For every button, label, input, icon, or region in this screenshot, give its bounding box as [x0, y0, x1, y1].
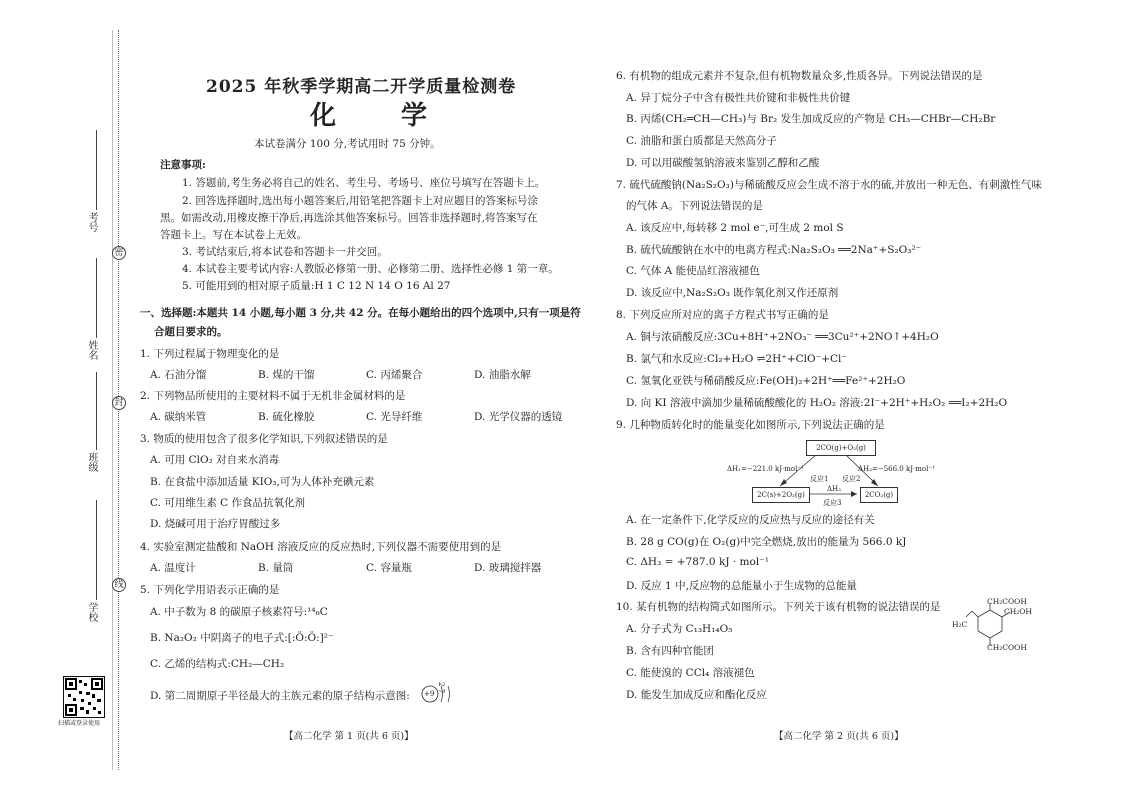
q7-stem-cont: 的气体 A。下列说法错误的是 [626, 200, 763, 212]
label-name: 姓名 [86, 340, 97, 360]
notice-line: 5. 可能用到的相对原子质量:H 1 C 12 N 14 O 16 Al 27 [182, 280, 451, 292]
q8-stem: 8. 下列反应所对应的离子方程式书写正确的是 [616, 309, 829, 321]
q7-stem: 7. 硫代硫酸钠(Na₂S₂O₃)与稀硫酸反应会生成不溶于水的硫,并放出一种无色、有刺激性气味 [616, 179, 1042, 191]
diagram-dh1: ΔH₁=−221.0 kJ·mol⁻¹ [727, 465, 804, 473]
exam-subject: 化 学 [310, 101, 456, 131]
group-ch2cooh-top: CH₂COOH [987, 597, 1027, 606]
fill-line-class [96, 372, 97, 450]
q9-option-c[interactable]: C. ΔH₃ = +787.0 kJ · mol⁻¹ [626, 556, 769, 568]
q10-option-c[interactable]: C. 能使溴的 CCl₄ 溶液褪色 [626, 667, 755, 679]
q3-option-d[interactable]: D. 烧碱可用于治疗胃酸过多 [150, 518, 281, 530]
q2-option-c[interactable]: C. 光导纤维 [366, 411, 423, 423]
q7-option-c[interactable]: C. 气体 A 能使品红溶液褪色 [626, 265, 760, 277]
notice-heading: 注意事项: [160, 159, 206, 171]
q5-option-b[interactable]: B. Na₂O₂ 中阴离子的电子式:[:Ö:Ö:]²⁻ [150, 632, 334, 644]
q10-stem: 10. 某有机物的结构简式如图所示。下列关于该有机物的说法错误的是 [616, 601, 941, 613]
q5-option-c[interactable]: C. 乙烯的结构式:CH₂—CH₂ [150, 658, 285, 670]
q8-option-c[interactable]: C. 氢氧化亚铁与稀硝酸反应:Fe(OH)₂+2H⁺══Fe²⁺+2H₂O [626, 375, 906, 387]
q8-option-b[interactable]: B. 氯气和水反应:Cl₂+H₂O ⇌2H⁺+ClO⁻+Cl⁻ [626, 353, 847, 365]
exam-info: 本试卷满分 100 分,考试用时 75 分钟。 [254, 138, 441, 150]
q4-option-d[interactable]: D. 玻璃搅拌器 [474, 562, 542, 574]
seal-char-xian: 线 [112, 578, 126, 592]
group-ch2cooh-bottom: CH₂COOH [987, 643, 1027, 652]
notice-line: 4. 本试卷主要考试内容:人教版必修第一册、必修第二册、选择性必修 1 第一章。 [182, 263, 559, 275]
notice-line: 答题卡上。写在本试卷上无效。 [160, 229, 307, 241]
atom-nucleus: +9 [424, 690, 435, 698]
diagram-box-right: 2CO₂(g) [860, 487, 898, 503]
q5-option-d[interactable]: D. 第二周期原子半径最大的主族元素的原子结构示意图: [150, 690, 410, 702]
diagram-dh2: ΔH₂=−566.0 kJ·mol⁻¹ [858, 465, 935, 473]
section-heading-cont: 合题目要求的。 [154, 326, 228, 338]
q5-option-a[interactable]: A. 中子数为 8 的碳原子核素符号:¹⁴₆C [150, 606, 328, 618]
q5-stem: 5. 下列化学用语表示正确的是 [140, 584, 280, 596]
diagram-reaction1: 反应1 [810, 475, 829, 483]
q1-option-a[interactable]: A. 石油分馏 [150, 369, 207, 381]
q6-stem: 6. 有机物的组成元素并不复杂,但有机物数量众多,性质各异。下列说法错误的是 [616, 70, 983, 82]
q10-option-d[interactable]: D. 能发生加成反应和酯化反应 [626, 689, 767, 701]
q4-stem: 4. 实验室测定盐酸和 NaOH 溶液反应的反应热时,下列仪器不需要使用到的是 [140, 541, 502, 553]
label-exam-number: 考号 [86, 212, 97, 232]
q4-option-a[interactable]: A. 温度计 [150, 562, 196, 574]
fill-line-school [96, 500, 97, 600]
fill-line-exam-number [96, 130, 97, 210]
q9-option-a[interactable]: A. 在一定条件下,化学反应的反应热与反应的途径有关 [626, 514, 875, 526]
q6-option-c[interactable]: C. 油脂和蛋白质都是天然高分子 [626, 135, 777, 147]
q9-option-d[interactable]: D. 反应 1 中,反应物的总能量小于生成物的总能量 [626, 580, 857, 592]
diagram-reaction3: 反应3 [823, 499, 842, 507]
qr-code [63, 676, 105, 718]
diagram-box-top: 2CO(g)+O₂(g) [806, 440, 876, 456]
q1-option-c[interactable]: C. 丙烯聚合 [366, 369, 423, 381]
section-heading: 一、选择题:本题共 14 小题,每小题 3 分,共 42 分。在每小题给出的四个选项中,只有一项是符 [140, 307, 581, 319]
seal-char-feng: 封 [112, 396, 126, 410]
q4-option-c[interactable]: C. 容量瓶 [366, 562, 412, 574]
diagram-dh3: ΔH₃ [827, 485, 841, 493]
q2-option-b[interactable]: B. 硫化橡胶 [258, 411, 315, 423]
q8-option-d[interactable]: D. 向 KI 溶液中滴加少量稀硫酸酸化的 H₂O₂ 溶液:2I⁻+2H⁺+H₂O₂ ══I₂+2H₂O [626, 397, 1008, 409]
exam-title: 2025 年秋季学期高二开学质量检测卷 [206, 77, 517, 97]
q10-option-b[interactable]: B. 含有四种官能团 [626, 645, 714, 657]
q1-stem: 1. 下列过程属于物理变化的是 [140, 348, 280, 360]
binding-margin [0, 0, 130, 795]
q10-option-a[interactable]: A. 分子式为 C₁₃H₁₄O₅ [626, 623, 733, 635]
page-footer-left: 【高二化学 第 1 页(共 6 页)】 [284, 731, 414, 742]
group-ch2oh: CH₂OH [1004, 607, 1032, 616]
q7-option-d[interactable]: D. 该反应中,Na₂S₂O₃ 既作氧化剂又作还原剂 [626, 287, 839, 299]
q9-option-b[interactable]: B. 28 g CO(g)在 O₂(g)中完全燃烧,放出的能量为 566.0 kJ [626, 536, 907, 548]
diagram-box-left: 2C(s)+2O₂(g) [752, 487, 810, 503]
page-footer-right: 【高二化学 第 2 页(共 6 页)】 [774, 731, 904, 742]
q9-stem: 9. 几种物质转化时的能量变化如图所示,下列说法正确的是 [616, 419, 885, 431]
label-class: 班级 [86, 452, 97, 472]
q1-option-d[interactable]: D. 油脂水解 [474, 369, 531, 381]
q8-option-a[interactable]: A. 铜与浓硝酸反应:3Cu+8H⁺+2NO₃⁻ ══3Cu²⁺+2NO↑+4H₂O [626, 331, 939, 343]
q2-stem: 2. 下列物品所使用的主要材料不属于无机非金属材料的是 [140, 390, 406, 402]
qr-caption: 扫描或登录使用 [58, 720, 101, 727]
label-school: 学校 [86, 602, 97, 622]
notice-line: 1. 答题前,考生务必将自己的姓名、考生号、考场号、座位号填写在答题卡上。 [182, 177, 546, 189]
q7-option-b[interactable]: B. 硫代硫酸钠在水中的电离方程式:Na₂S₂O₃ ══2Na⁺+S₂O₃²⁻ [626, 244, 922, 256]
q7-option-a[interactable]: A. 该反应中,每转移 2 mol e⁻,可生成 2 mol S [626, 222, 844, 234]
q2-option-a[interactable]: A. 碳纳米管 [150, 411, 207, 423]
q6-option-a[interactable]: A. 异丁烷分子中含有极性共价键和非极性共价键 [626, 92, 851, 104]
notice-line: 2. 回答选择题时,选出每小题答案后,用铅笔把答题卡上对应题目的答案标号涂 [182, 195, 539, 207]
q3-option-a[interactable]: A. 可用 ClO₂ 对自来水消毒 [150, 454, 280, 466]
q6-option-d[interactable]: D. 可以用碳酸氢钠溶液来鉴别乙醇和乙酸 [626, 157, 820, 169]
notice-line: 3. 考试结束后,将本试卷和答题卡一并交回。 [182, 246, 388, 258]
seal-char-mi: 密 [112, 246, 126, 260]
q3-stem: 3. 物质的使用包含了很多化学知识,下列叙述错误的是 [140, 433, 388, 445]
q3-option-b[interactable]: B. 在食盐中添加适量 KIO₃,可为人体补充碘元素 [150, 476, 375, 488]
notice-line: 黑。如需改动,用橡皮擦干净后,再选涂其他答案标号。回答非选择题时,将答案写在 [160, 212, 538, 224]
diagram-reaction2: 反应2 [842, 475, 861, 483]
group-h2c: H₂C [952, 620, 968, 629]
q2-option-d[interactable]: D. 光学仪器的透镜 [474, 411, 563, 423]
q3-option-c[interactable]: C. 可用维生素 C 作食品抗氧化剂 [150, 497, 306, 509]
q1-option-b[interactable]: B. 煤的干馏 [258, 369, 315, 381]
q6-option-b[interactable]: B. 丙烯(CH₂═CH—CH₃)与 Br₂ 发生加成反应的产物是 CH₃—CHBr—CH₂Br [626, 113, 996, 125]
q4-option-b[interactable]: B. 量筒 [258, 562, 294, 574]
fill-line-name [96, 258, 97, 338]
atom-shells: 2 7 [437, 682, 445, 694]
